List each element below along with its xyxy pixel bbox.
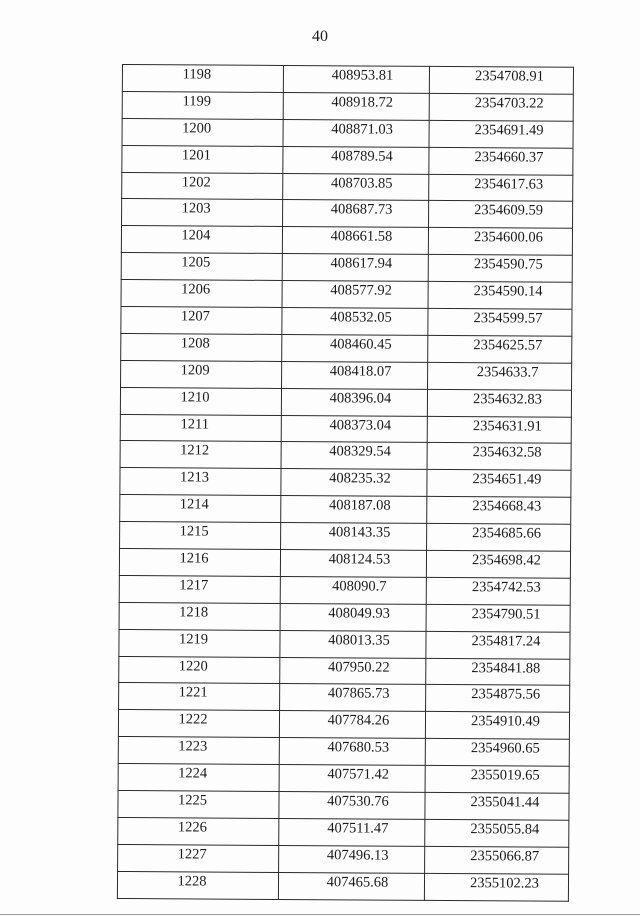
point-number-cell bbox=[121, 307, 282, 335]
cell-value: 407530.76 bbox=[327, 793, 389, 810]
coordinate-table-body bbox=[117, 65, 573, 901]
y-coordinate-cell bbox=[428, 362, 572, 390]
point-number-cell bbox=[120, 495, 281, 523]
cell-value: 408918.72 bbox=[331, 94, 394, 111]
cell-value: 2354599.57 bbox=[473, 310, 543, 327]
cell-value: 408617.94 bbox=[330, 255, 393, 272]
y-coordinate-cell bbox=[425, 712, 569, 740]
cell-value: 407950.22 bbox=[327, 658, 390, 676]
cell-value: 1224 bbox=[178, 765, 208, 782]
point-number-cell bbox=[118, 710, 279, 738]
cell-value: 1223 bbox=[178, 738, 208, 755]
point-number-cell bbox=[121, 360, 282, 388]
x-coordinate-cell bbox=[282, 281, 428, 309]
x-coordinate-cell bbox=[282, 307, 428, 335]
coordinate-table-wrapper bbox=[117, 64, 570, 901]
cell-value: 408460.45 bbox=[329, 336, 392, 353]
x-coordinate-cell bbox=[279, 738, 425, 766]
x-coordinate-cell bbox=[283, 200, 429, 228]
y-coordinate-cell bbox=[426, 550, 570, 578]
cell-value: 1216 bbox=[179, 550, 209, 567]
cell-value: 1209 bbox=[180, 362, 210, 379]
table-row bbox=[117, 871, 568, 901]
cell-value: 407571.42 bbox=[327, 766, 390, 783]
point-number-cell bbox=[121, 280, 282, 308]
cell-value: 408329.54 bbox=[329, 443, 391, 461]
point-number-cell bbox=[119, 656, 280, 684]
cell-value: 1212 bbox=[180, 442, 210, 460]
y-coordinate-cell bbox=[428, 335, 572, 363]
cell-value: 2354698.42 bbox=[471, 552, 541, 569]
y-coordinate-cell bbox=[429, 66, 573, 94]
table-row bbox=[121, 333, 572, 363]
point-number-cell bbox=[122, 118, 283, 146]
point-number-cell bbox=[119, 629, 280, 657]
cell-value: 1205 bbox=[181, 254, 211, 271]
cell-value: 1214 bbox=[179, 496, 209, 513]
cell-value: 1206 bbox=[181, 281, 211, 298]
cell-value: 2354632.58 bbox=[472, 444, 542, 462]
cell-value: 408090.7 bbox=[332, 578, 387, 595]
y-coordinate-cell bbox=[429, 174, 573, 202]
cell-value: 2354651.49 bbox=[472, 471, 542, 488]
x-coordinate-cell bbox=[283, 119, 429, 147]
point-number-cell bbox=[120, 414, 281, 442]
cell-value: 2354960.65 bbox=[470, 740, 540, 757]
cell-value: 2355055.84 bbox=[470, 821, 540, 838]
cell-value: 2354742.53 bbox=[471, 579, 541, 596]
x-coordinate-cell bbox=[279, 818, 425, 846]
y-coordinate-cell bbox=[426, 604, 570, 632]
x-coordinate-cell bbox=[279, 711, 425, 739]
cell-value: 408789.54 bbox=[331, 147, 393, 165]
x-coordinate-cell bbox=[280, 684, 426, 712]
cell-value: 1199 bbox=[182, 93, 212, 110]
point-number-cell bbox=[122, 65, 283, 93]
cell-value: 408871.03 bbox=[331, 121, 393, 138]
y-coordinate-cell bbox=[426, 658, 570, 686]
cell-value: 1201 bbox=[181, 147, 211, 164]
cell-value: 2354632.83 bbox=[472, 390, 542, 408]
x-coordinate-cell bbox=[280, 630, 426, 658]
x-coordinate-cell bbox=[281, 469, 427, 497]
cell-value: 408953.81 bbox=[331, 67, 394, 84]
cell-value: 407680.53 bbox=[327, 739, 390, 756]
cell-value: 2354668.43 bbox=[472, 498, 542, 515]
cell-value: 2354633.7 bbox=[476, 363, 539, 381]
y-coordinate-cell bbox=[428, 308, 572, 336]
y-coordinate-cell bbox=[425, 846, 569, 874]
cell-value: 2354817.24 bbox=[471, 632, 541, 650]
point-number-cell bbox=[118, 817, 279, 845]
table-row bbox=[121, 360, 572, 390]
cell-value: 408532.05 bbox=[330, 309, 392, 326]
y-coordinate-cell bbox=[428, 255, 572, 283]
point-number-cell bbox=[119, 549, 280, 577]
y-coordinate-cell bbox=[427, 443, 571, 471]
table-row bbox=[118, 844, 569, 874]
cell-value: 1210 bbox=[180, 389, 210, 406]
x-coordinate-cell bbox=[283, 65, 429, 93]
x-coordinate-cell bbox=[279, 765, 425, 793]
table-row bbox=[118, 791, 569, 821]
x-coordinate-cell bbox=[282, 361, 428, 389]
cell-value: 2354631.91 bbox=[472, 417, 542, 435]
cell-value: 2354609.59 bbox=[474, 202, 544, 220]
y-coordinate-cell bbox=[429, 201, 573, 229]
point-number-cell bbox=[119, 575, 280, 603]
x-coordinate-cell bbox=[280, 657, 426, 685]
cell-value: 1213 bbox=[179, 469, 210, 486]
cell-value: 408124.53 bbox=[328, 551, 391, 568]
cell-value: 2354590.75 bbox=[473, 256, 543, 273]
y-coordinate-cell bbox=[427, 524, 571, 552]
cell-value: 407465.68 bbox=[326, 873, 389, 891]
table-row bbox=[122, 91, 573, 121]
cell-value: 2354708.91 bbox=[474, 68, 544, 85]
table-row bbox=[122, 172, 573, 202]
table-row bbox=[122, 118, 573, 148]
point-number-cell bbox=[122, 199, 283, 227]
page-bottom-edge bbox=[0, 914, 640, 915]
x-coordinate-cell bbox=[281, 442, 427, 470]
cell-value: 1204 bbox=[181, 227, 211, 244]
point-number-cell bbox=[118, 791, 279, 819]
cell-value: 2354841.88 bbox=[471, 659, 541, 677]
x-coordinate-cell bbox=[280, 576, 426, 604]
cell-value: 2354910.49 bbox=[471, 713, 540, 730]
cell-value: 2354590.14 bbox=[473, 283, 543, 300]
table-row bbox=[120, 441, 571, 471]
cell-value: 408143.35 bbox=[328, 524, 391, 541]
table-row bbox=[119, 549, 570, 579]
page-number: 40 bbox=[312, 28, 328, 45]
table-row bbox=[121, 307, 572, 337]
cell-value: 407511.47 bbox=[327, 820, 389, 837]
cell-value: 2354691.49 bbox=[474, 121, 544, 139]
point-number-cell bbox=[119, 683, 280, 711]
cell-value: 2354685.66 bbox=[472, 525, 542, 542]
table-row bbox=[119, 575, 570, 605]
point-number-cell bbox=[122, 145, 283, 173]
table-row bbox=[120, 387, 571, 417]
x-coordinate-cell bbox=[279, 792, 425, 820]
point-number-cell bbox=[118, 764, 279, 792]
cell-value: 407496.13 bbox=[326, 847, 389, 864]
point-number-cell bbox=[122, 172, 283, 200]
x-coordinate-cell bbox=[282, 334, 428, 362]
y-coordinate-cell bbox=[428, 228, 572, 256]
cell-value: 408013.35 bbox=[328, 631, 390, 649]
cell-value: 408187.08 bbox=[328, 497, 391, 514]
table-row bbox=[119, 629, 570, 659]
y-coordinate-cell bbox=[429, 120, 573, 148]
y-coordinate-cell bbox=[427, 470, 571, 498]
x-coordinate-cell bbox=[282, 227, 428, 255]
y-coordinate-cell bbox=[427, 416, 571, 444]
cell-value: 2354703.22 bbox=[474, 95, 544, 112]
table-row bbox=[118, 737, 569, 767]
y-coordinate-cell bbox=[426, 631, 570, 659]
cell-value: 2355066.87 bbox=[470, 847, 540, 865]
cell-value: 2355102.23 bbox=[470, 874, 539, 892]
cell-value: 1198 bbox=[182, 66, 212, 83]
point-number-cell bbox=[119, 602, 280, 630]
cell-value: 1217 bbox=[179, 577, 209, 594]
x-coordinate-cell bbox=[281, 496, 427, 524]
table-row bbox=[120, 522, 571, 552]
table-row bbox=[118, 710, 569, 740]
cell-value: 1226 bbox=[177, 819, 207, 836]
coordinate-table bbox=[117, 64, 574, 901]
y-coordinate-cell bbox=[429, 93, 573, 121]
point-number-cell bbox=[120, 468, 281, 496]
y-coordinate-cell bbox=[428, 281, 572, 309]
cell-value: 2354790.51 bbox=[471, 605, 541, 623]
cell-value: 2354600.06 bbox=[473, 229, 543, 246]
x-coordinate-cell bbox=[282, 254, 428, 282]
table-row bbox=[122, 65, 573, 95]
point-number-cell bbox=[121, 253, 282, 281]
x-coordinate-cell bbox=[279, 845, 425, 873]
cell-value: 1200 bbox=[182, 120, 212, 137]
cell-value: 1225 bbox=[177, 792, 208, 809]
cell-value: 408373.04 bbox=[329, 416, 392, 434]
point-number-cell bbox=[118, 844, 279, 872]
point-number-cell bbox=[120, 387, 281, 415]
x-coordinate-cell bbox=[280, 550, 426, 578]
cell-value: 1219 bbox=[178, 631, 209, 648]
cell-value: 1220 bbox=[178, 657, 208, 675]
cell-value: 408687.73 bbox=[330, 201, 393, 219]
y-coordinate-cell bbox=[426, 685, 570, 713]
y-coordinate-cell bbox=[427, 389, 571, 417]
cell-value: 2355019.65 bbox=[470, 767, 540, 784]
cell-value: 1227 bbox=[177, 846, 207, 863]
cell-value: 2355041.44 bbox=[470, 794, 540, 811]
cell-value: 1228 bbox=[177, 873, 207, 890]
y-coordinate-cell bbox=[425, 739, 569, 767]
y-coordinate-cell bbox=[427, 497, 571, 525]
cell-value: 1208 bbox=[180, 335, 210, 352]
point-number-cell bbox=[120, 441, 281, 469]
cell-value: 1211 bbox=[180, 415, 210, 433]
cell-value: 2354617.63 bbox=[474, 175, 544, 193]
x-coordinate-cell bbox=[281, 415, 427, 443]
table-row bbox=[120, 414, 571, 444]
y-coordinate-cell bbox=[425, 766, 569, 794]
cell-value: 2354660.37 bbox=[474, 148, 544, 166]
table-row bbox=[122, 145, 573, 175]
table-row bbox=[120, 468, 571, 498]
table-row bbox=[121, 280, 572, 310]
cell-value: 1202 bbox=[181, 173, 211, 191]
cell-value: 407865.73 bbox=[327, 685, 390, 703]
table-row bbox=[119, 683, 570, 713]
cell-value: 408235.32 bbox=[329, 470, 391, 488]
table-row bbox=[120, 495, 571, 525]
point-number-cell bbox=[121, 226, 282, 254]
cell-value: 408703.85 bbox=[330, 174, 393, 192]
table-row bbox=[119, 656, 570, 686]
y-coordinate-cell bbox=[426, 577, 570, 605]
table-row bbox=[122, 199, 573, 229]
y-coordinate-cell bbox=[429, 147, 573, 175]
cell-value: 1203 bbox=[181, 200, 211, 217]
cell-value: 408049.93 bbox=[328, 605, 391, 622]
y-coordinate-cell bbox=[425, 819, 569, 847]
cell-value: 1221 bbox=[178, 684, 208, 702]
table-row bbox=[121, 226, 572, 256]
cell-value: 408418.07 bbox=[329, 363, 392, 380]
x-coordinate-cell bbox=[283, 173, 429, 201]
point-number-cell bbox=[117, 871, 278, 899]
cell-value: 408661.58 bbox=[330, 228, 393, 245]
table-row bbox=[121, 253, 572, 283]
x-coordinate-cell bbox=[278, 872, 424, 900]
cell-value: 407784.26 bbox=[327, 712, 390, 730]
cell-value: 1218 bbox=[179, 604, 209, 621]
table-row bbox=[118, 764, 569, 794]
point-number-cell bbox=[121, 333, 282, 361]
table-row bbox=[119, 602, 570, 632]
cell-value: 1215 bbox=[179, 523, 209, 540]
x-coordinate-cell bbox=[280, 603, 426, 631]
cell-value: 2354875.56 bbox=[471, 686, 541, 704]
y-coordinate-cell bbox=[425, 792, 569, 820]
y-coordinate-cell bbox=[424, 873, 568, 901]
point-number-cell bbox=[122, 91, 283, 119]
x-coordinate-cell bbox=[283, 146, 429, 174]
cell-value: 1207 bbox=[180, 308, 211, 325]
x-coordinate-cell bbox=[283, 92, 429, 120]
x-coordinate-cell bbox=[281, 523, 427, 551]
cell-value: 1222 bbox=[178, 711, 208, 728]
cell-value: 408396.04 bbox=[329, 389, 392, 407]
point-number-cell bbox=[120, 522, 281, 550]
cell-value: 408577.92 bbox=[330, 282, 392, 299]
point-number-cell bbox=[118, 737, 279, 765]
cell-value: 2354625.57 bbox=[473, 337, 543, 354]
x-coordinate-cell bbox=[281, 388, 427, 416]
table-row bbox=[118, 817, 569, 847]
